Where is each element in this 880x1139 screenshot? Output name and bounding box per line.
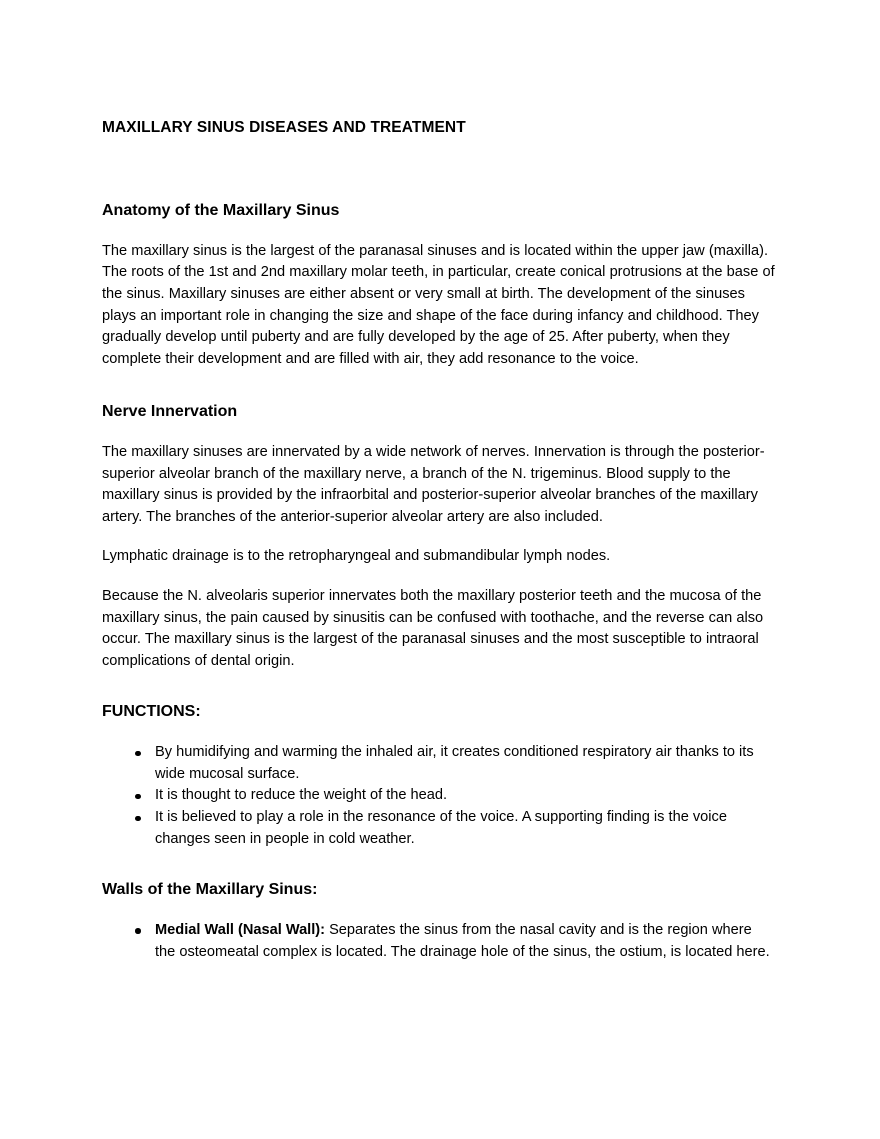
list-item: [102, 742, 776, 785]
anatomy-paragraph: The maxillary sinus is the largest of the paranasal sinuses and is located within the upper jaw (maxilla). The roots of the 1st and 2nd maxillary molar teeth, in particular, create conical protrusions at the base of the sinus. Maxillary sinuses are either absent or very small at birth. The development of the sinuses plays an important role in changing the size and shape of the face during infancy and childhood. They gradually develop until puberty and are fully developed by the age of 25. After puberty, when they complete their development and are filled with air, they add resonance to the voice.: [102, 242, 775, 367]
list-item-text: It is believed to play a role in the resonance of the voice. A supporting finding is the voice changes seen in people in cold weather.: [155, 809, 727, 847]
list-item-text: It is thought to reduce the weight of the head.: [155, 787, 448, 804]
section-heading-anatomy: Anatomy of the Maxillary Sinus: [102, 201, 340, 219]
document-content: [102, 118, 776, 963]
list-item: [102, 807, 776, 850]
document-title: MAXILLARY SINUS DISEASES AND TREATMENT: [102, 119, 466, 136]
sinusitis-toothache-paragraph: Because the N. alveolaris superior innervates both the maxillary posterior teeth and the mucosa of the maxillary sinus, the pain caused by sinusitis can be confused with toothache, and the reverse can also occur. The maxillary sinus is the largest of the paranasal sinuses and the most susceptible to intraoral complications of dental origin.: [102, 588, 764, 669]
list-item: [102, 785, 776, 807]
functions-list: [102, 742, 776, 850]
walls-list: [102, 920, 776, 963]
section-heading-walls: Walls of the Maxillary Sinus:: [102, 881, 318, 899]
list-item-lead: Medial Wall (Nasal Wall):: [155, 921, 326, 938]
list-item-text: Separates the sinus from the nasal cavity and is the region where the osteomeatal complex is located. The drainage hole of the sinus, the ostium, is located here.: [155, 921, 770, 960]
list-item-text: By humidifying and warming the inhaled air, it creates conditioned respiratory air thanks to its wide mucosal surface.: [155, 744, 754, 782]
lymphatic-drainage-paragraph: Lymphatic drainage is to the retropharyngeal and submandibular lymph nodes.: [102, 548, 611, 565]
list-item: [102, 920, 776, 963]
section-heading-nerve-innervation: Nerve Innervation: [102, 403, 238, 421]
section-heading-functions: FUNCTIONS:: [102, 703, 201, 721]
nerve-innervation-paragraph-1: The maxillary sinuses are innervated by a wide network of nerves. Innervation is through the posterior-superior alveolar branch of the maxillary nerve, a branch of the N. trigeminus. Blood supply to the maxillary sinus is provided by the infraorbital and posterior-superior alveolar branches of the maxillary artery. The branches of the anterior-superior alveolar artery are also included.: [102, 444, 765, 525]
